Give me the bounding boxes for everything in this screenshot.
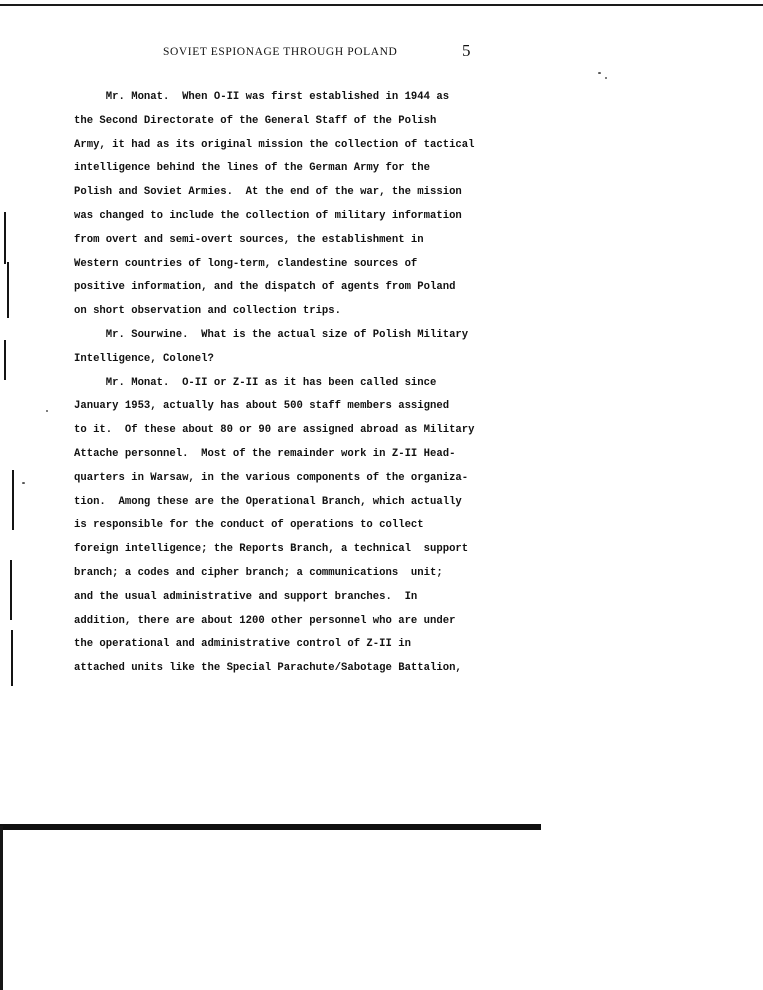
text-line: January 1953, actually has about 500 staff members assigned (74, 400, 450, 413)
text-line: Mr. Monat. When O-II was first established in 1944 as (74, 91, 450, 103)
scan-speck (605, 77, 607, 79)
text-line: from overt and semi-overt sources, the establishment in (74, 233, 424, 246)
left-edge-mark (12, 470, 14, 530)
text-line: on short observation and collection trips. (74, 305, 342, 318)
text-line: is responsible for the conduct of operations to collect (74, 519, 424, 532)
text-line: Army, it had as its original mission the collection of tactical (74, 138, 475, 151)
text-line: attached units like the Special Parachute/Sabotage Battalion, (74, 662, 462, 675)
running-title: SOVIET ESPIONAGE THROUGH POLAND (163, 46, 398, 58)
text-line: was changed to include the collection of military information (74, 209, 462, 222)
text-line: the Second Directorate of the General Staff of the Polish (74, 114, 437, 127)
text-line: branch; a codes and cipher branch; a communications unit; (74, 566, 443, 579)
text-line: intelligence behind the lines of the German Army for the (74, 162, 431, 175)
bottom-left-scan-edge (0, 826, 3, 990)
text-line: Attache personnel. Most of the remainder work in Z-II Head- (74, 447, 456, 460)
text-line: foreign intelligence; the Reports Branch, a technical support (74, 543, 469, 556)
text-line: Intelligence, Colonel? (74, 352, 214, 365)
scan-speck (22, 482, 25, 484)
left-edge-mark (10, 560, 12, 620)
left-edge-mark (11, 630, 13, 686)
testimony-text (74, 86, 494, 681)
scan-speck (598, 72, 601, 74)
text-line: Mr. Monat. O-II or Z-II as it has been called since (74, 376, 437, 389)
text-line: positive information, and the dispatch of agents from Poland (74, 281, 456, 294)
left-edge-mark (7, 262, 9, 318)
top-scan-rule (0, 4, 763, 6)
text-line: the operational and administrative control of Z-II in (74, 638, 411, 651)
text-line: quarters in Warsaw, in the various components of the organiza- (74, 471, 469, 484)
text-line: and the usual administrative and support branches. In (74, 590, 418, 603)
text-line: Western countries of long-term, clandestine sources of (74, 257, 418, 270)
text-line: tion. Among these are the Operational Branch, which actually (74, 495, 462, 508)
text-line: addition, there are about 1200 other personnel who are under (74, 614, 456, 627)
scan-speck (46, 410, 48, 412)
page-number: 5 (462, 41, 472, 60)
left-edge-mark (4, 212, 6, 264)
left-edge-mark (4, 340, 6, 380)
text-line: Mr. Sourwine. What is the actual size of Polish Military (74, 328, 469, 341)
text-line: to it. Of these about 80 or 90 are assigned abroad as Military (74, 424, 475, 437)
bottom-scan-rule (0, 824, 541, 830)
text-line: Polish and Soviet Armies. At the end of the war, the mission (74, 186, 462, 199)
